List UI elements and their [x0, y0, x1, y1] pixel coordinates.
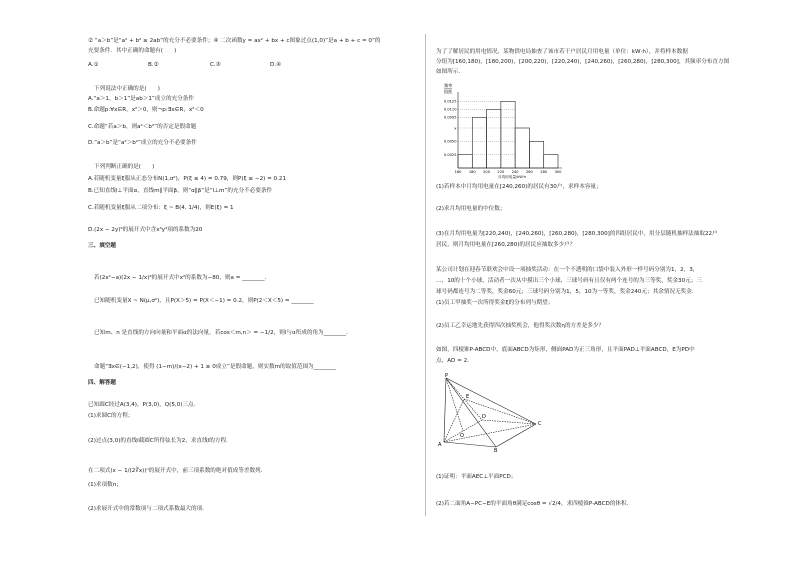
y-tick-label: 0.0050	[443, 139, 457, 144]
section-heading: 四、解答题	[88, 380, 116, 386]
edge-pc	[446, 378, 536, 424]
option-d: D.(2x − 2y)⁶的展开式中含x³y³项的系数为20	[88, 227, 203, 233]
histogram-svg	[436, 82, 566, 182]
histogram-chart	[436, 82, 566, 182]
question-stem: 下列说法中正确的是( )	[94, 86, 160, 92]
section-heading: 三、填空题	[88, 243, 116, 249]
question-text: 某公司计划在迎春节联欢会中设一项抽奖活动：在一个不透明的口袋中装入外形一样号码分别为1，2，3，	[436, 267, 699, 273]
question-stem: 下列判断正确的是( )	[94, 164, 155, 170]
x-axis-label: 月均用电量/kW·h	[498, 175, 527, 179]
column-divider	[425, 34, 426, 516]
question-part: (2)若二面角A−PC−E的平面角θ满足cosθ = √2/4，求四棱锥P-ABCD的体积．	[436, 501, 633, 507]
histogram-bar	[515, 128, 529, 168]
option-c: C.命题“若a＞b，则a²＜b²”的否定是假命题	[88, 124, 197, 130]
histogram-bar	[458, 155, 472, 168]
edge-bc	[496, 424, 536, 447]
y-tick-label: 0.0110	[443, 107, 457, 112]
pyramid-svg	[436, 372, 546, 452]
vertex-p-label: P	[445, 373, 449, 379]
fill-question: 若(2x²−a)(2x − 1/x)⁶的展开式中x²的系数为−80，则a = ________．	[94, 275, 271, 281]
y-tick-label: 0.0095	[443, 115, 457, 120]
question-part: (2)员工乙幸运地先获得四次抽奖机会，他得奖次数η的方差是多少？	[436, 323, 605, 329]
question-text: ② “a＞b”是“a² + b² ≥ 2ab”的充分不必要条件；④ 二次函数y = ax² + bx + c图象过点(1,0)”是a + b + c = 0”的	[88, 38, 381, 44]
question-part: (1)员工甲抽奖一次所得奖金ξ的分布列与期望；	[436, 300, 554, 306]
histogram-bar	[472, 117, 486, 168]
option-b: B.②	[148, 62, 159, 68]
fill-question: 命题“∃x∈(−1,2)，使得 (1−m)/(x−2) + 1 ≥ 0成立”是假命题，则实数m的取值范围为________	[94, 364, 337, 370]
option-a: A.若随机变量ξ服从正态分布N(1,σ²)，P(ξ ≤ 4) = 0.79，则P(ξ ≤ −2) = 0.21	[88, 176, 287, 182]
vertex-a-label: A	[438, 442, 442, 448]
question-part: (1)证明：平面AEC⊥平面PCD；	[436, 474, 517, 480]
point-e-label: E	[466, 394, 470, 400]
question-text: 充要条件．其中正确的命题有( )	[88, 48, 177, 54]
y-axis-label-top: 频率	[444, 83, 453, 88]
question-text: 球号码都连号为二等奖，奖金60元；三球号码分别为1，5，10为一等奖，奖金240元；其余情况无奖金．	[436, 289, 698, 295]
question-text: 为了了解居民的用电情况，某物供电局抽查了该市若干户居民月用电量（单位：kW·h），并将样本数据	[436, 49, 688, 55]
fill-question: 已知m、n 是直线的方向向量和平面α的法向量，若cos＜m,n＞ = −1/2，则l与α所成的角为________．	[94, 330, 352, 336]
pyramid-figure	[436, 372, 546, 452]
x-tick-label: 300	[554, 170, 562, 174]
option-d: D.④	[270, 62, 282, 68]
question-part: (2)求月均用电量的中位数；	[436, 206, 506, 212]
question-stem: 在二项式(x − 1/(2∛x))ⁿ的展开式中，前三项系数的绝对值成等差数列．	[88, 468, 267, 474]
x-tick-label: 160	[454, 170, 462, 174]
question-part: (1)求项数n；	[88, 482, 122, 488]
histogram-bar	[529, 141, 543, 168]
option-d: D.“a＞b”是“a²＞b²”成立的充分不必要条件	[88, 140, 197, 146]
question-part: 居民，则月均用电量在[260,280)的居民应抽取多少户？	[436, 242, 576, 248]
x-tick-label: 180	[468, 170, 476, 174]
y-tick-label: 0.0125	[443, 99, 457, 104]
question-text: 分组为[160,180)，[180,200)，[200,220)，[220,240)，[240,260)，[260,280)，[280,300]，其频率分布直方图	[436, 59, 730, 65]
question-text: 如图所示．	[436, 69, 464, 75]
y-tick-label: x	[454, 126, 457, 131]
option-c: C.若随机变量ξ服从二项分布：ξ ~ B(4, 1/4)，则E(ξ) = 1	[88, 205, 234, 211]
histogram-bar	[501, 101, 515, 168]
question-text: 如图，四棱锥P-ABCD中，底面ABCD为矩形，侧面PAD为正三角形，且平面PAD⊥平面ABCD，E为PD中	[436, 347, 695, 353]
question-part: (2)求展开式中的常数项与二项式系数最大的项．	[88, 506, 208, 512]
histogram-bar	[487, 109, 501, 168]
edge-po	[446, 378, 463, 431]
x-tick-label: 280	[540, 170, 548, 174]
option-a: A.“a＞1，b＞1”是ab＞1”成立的充分条件	[88, 96, 194, 102]
question-text: 点，AD = 2．	[436, 358, 473, 364]
edge-pa	[444, 378, 446, 442]
x-tick-label: 240	[511, 170, 519, 174]
x-tick-label: 260	[525, 170, 533, 174]
y-tick-label: 0.0025	[443, 152, 457, 157]
edge-ab	[444, 442, 496, 447]
option-b: B.已知直线l⊥平面α，直线m∥平面β，则“α∥β”是“l⊥m”的充分不必要条件	[88, 188, 273, 194]
question-part: (1)求圆C的方程；	[88, 413, 134, 419]
edge-ec	[464, 399, 536, 424]
vertex-d-label: D	[482, 414, 486, 420]
option-a: A.①	[88, 62, 99, 68]
edge-dc	[482, 420, 536, 424]
fill-question: 已知随机变量X ~ N(μ,σ²)，且P(X＞5) = P(X＜−1) = 0.2，则P(2＜X＜5) = ________	[94, 298, 314, 304]
option-b: B.命题p:∀x∈R，x²＞0，则¬p:∃x∈R，x²＜0	[88, 107, 204, 113]
question-stem: 已知圆C经过A(3,4)，P(3,0)，Q(5,0)三点．	[88, 402, 200, 408]
edge-ac	[444, 424, 536, 442]
x-tick-label: 200	[483, 170, 491, 174]
point-o-label: O	[460, 433, 464, 439]
question-part: (3)在月均用电量为[220,240)，[240,260)，[260,280)，[280,300]的四组居民中，用分层随机抽样法抽取22户	[436, 231, 718, 237]
vertex-b-label: B	[494, 448, 498, 452]
vertex-c-label: C	[538, 421, 542, 427]
question-part: (1)若样本中月均用电量在[240,260)的居民有30户，求样本容量；	[436, 184, 602, 190]
histogram-bar	[544, 155, 558, 168]
question-text: …，10的十个小球，活动者一次从中摸出三个小球，三球号码有且仅有两个连号的为三等奖，奖金30元；三	[436, 278, 702, 284]
y-axis-label-bottom: 组距	[444, 89, 453, 94]
x-tick-label: 220	[497, 170, 505, 174]
question-part: (2)过点(3,0)的直线l截圆C所得弦长为2，求直线l的方程．	[88, 438, 232, 444]
option-c: C.③	[210, 62, 221, 68]
